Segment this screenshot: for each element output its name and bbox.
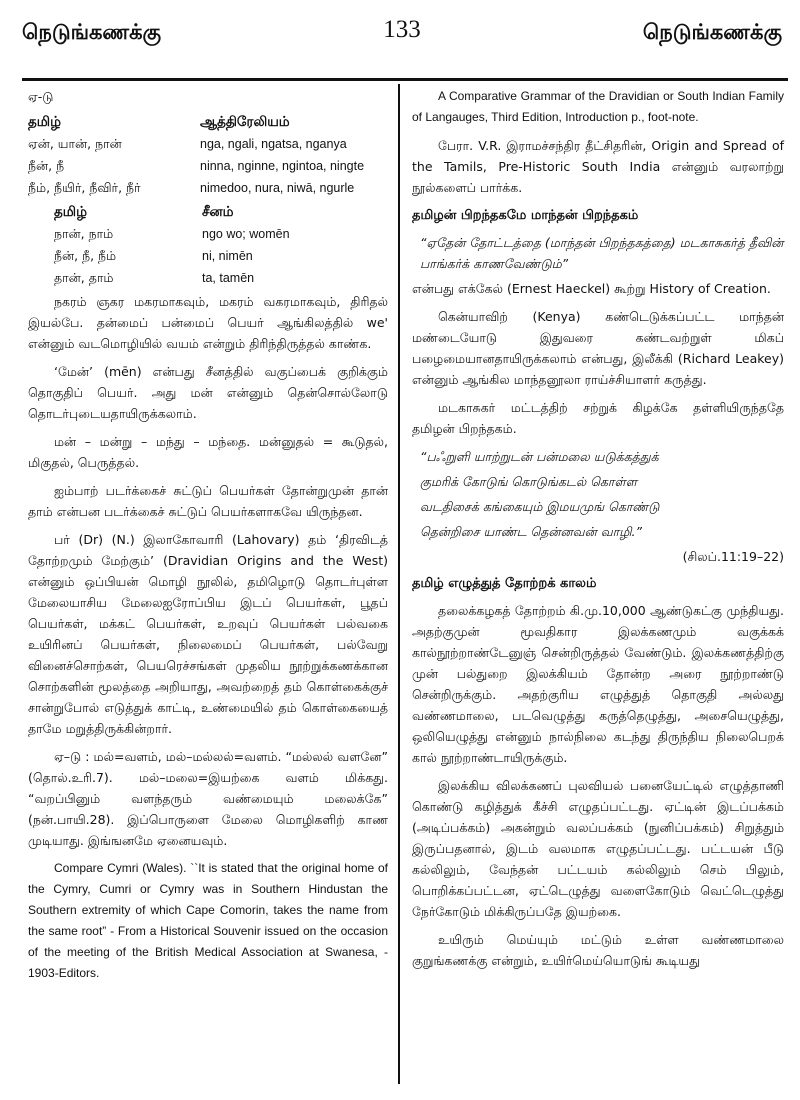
verse-source: (சிலப்.11:19–22) [682,549,784,564]
table-cell-other: nga, ngali, ngatsa, nganya [200,137,347,151]
right-column [412,86,784,978]
table-cell-other: nimedoo, nura, niwā, ngurle [200,181,355,195]
paragraph: மடகாசுகர் மட்டத்திற் சற்றுக் கிழக்கே தள்ளியிருந்ததே தமிழன் பிறந்தகம். [412,400,784,436]
tamil-australian-table [28,111,388,199]
paragraph: இலக்கிய விலக்கணப் புலவியல் பனையேட்டில் எழுத்தாணி கொண்டு கழித்துக் கீச்சி எழுதப்பட்டது. ஏட்டின் இடப்பக்கம் (அடிப்பக்கம்) அகன்றும் வலப்பக்கம் (நுனிப்பக்கம்) சிறுத்தும் இருப்பதனால், இடம் வலமாக எழுதப்பட்டது. பட்டயன் பீடு கல்லிலும், வேந்தன் பட்டயம் கல்லிலும் செம் பிலும், பொறிக்கப்பட்டன, ஏட்டெழுத்து வளைகோடும் வெட்டெழுத்து நேர்கோடும் மிக்கிருப்பதே இயற்கை. [412,778,784,919]
section-heading: தமிழ் எழுத்துத் தோற்றக் காலம் [412,576,597,591]
verse-line: வடதிசைக் கங்கையும் இமயமுங் கொண்டு [420,499,660,514]
table-cell-other: ninna, nginne, ngintoa, ningte [200,159,365,173]
table-cell-tamil: ஏன், யான், நான் [28,136,122,151]
paragraph: ஏ–டு : மல்=வளம், மல்–மல்லல்=வளம். “மல்லல் வளனே” (தொல்.உரி.7). மல்–மலை=இயற்கை வளம் மிக்கது. “வறப்பினும் வளந்தரும் வண்மையும் மலைக்கே” (நன்.பாயி.28). இப்பொருளை மேலை மொழிகளிற் காண முடியாது. இங்ஙனமே ஏனையவும். [28,749,388,848]
table-cell-tamil: நீன், நீ [28,158,65,173]
tamil-chinese-table [28,201,388,289]
header-rule [22,78,788,81]
verse-block [412,446,784,542]
column-divider [398,84,400,1084]
paragraph: மன் – மன்று – மந்து – மந்தை. மன்னுதல் = கூடுதல், மிகுதல், பெருத்தல். [28,434,388,470]
left-column [28,86,388,991]
paragraph: உயிரும் மெய்யும் மட்டும் உள்ள வண்ணமாலை குறுங்கணக்கு என்றும், உயிர்மெய்யொடுங் கூடியது [412,932,784,968]
table-cell-other: ni, nimēn [202,249,253,263]
section-mark: ஏ-டு [28,89,54,104]
page-number: 133 [383,16,421,43]
quotation: “ஏதேன் தோட்டத்தை (மாந்தன் பிறந்தகத்தை) மடகாசுகர்த் தீவின் பாங்கர்க் காணவேண்டும்” [420,235,784,271]
table-header-chinese: சீனம் [202,204,234,220]
section-heading: தமிழன் பிறந்தகமே மாந்தன் பிறந்தகம் [412,208,639,223]
paragraph: பேரா. V.R. இராமச்சந்திர தீட்சிதரின், Origin and Spread of the Tamils, Pre-Historic South India என்னும் வரலாற்று நூல்களைப் பார்க்க. [412,138,784,195]
table-header-tamil: தமிழ் [54,204,87,220]
table-header-australian: ஆத்திரேலியம் [200,114,290,130]
cymri-paragraph: Compare Cymri (Wales). ``It is stated that the original home of the Cymry, Cumri or Cymry was in Southern Hindustan the Southern extremity of which Cape Comorin, takes the name from the same root” - From a Historical Souvenir issued on the occasion of the meeting of the British Medical Association at Swanesa, - 1903-Editors. [28,861,388,980]
table-cell-tamil: நீன், நீ, நீம் [54,248,117,263]
table-header-tamil: தமிழ் [28,114,61,130]
paragraph: என்பது எக்கேல் (Ernest Haeckel) கூற்று History of Creation. [412,281,771,296]
table-cell-tamil: நான், நாம் [54,226,114,241]
table-cell-tamil: தான், தாம் [54,270,114,285]
reference-paragraph: A Comparative Grammar of the Dravidian or South Indian Family of Langauges, Third Edition, Introduction p., foot-note. [412,89,784,124]
paragraph: நகரம் ஞகர மகரமாகவும், மகரம் வகரமாகவும், திரிதல் இயல்பே. தன்மைப் பன்மைப் பெயர் ஆங்கிலத்தில் we' என்னும் வடமொழியில் வயம் என்றும் திரிந்திருத்தல் காண்க. [28,294,388,351]
running-title-left: நெடுங்கணக்கு [22,20,162,44]
paragraph: தலைக்கழகத் தோற்றம் கி.மு.10,000 ஆண்டுகட்கு முந்தியது. அதற்குமுன் மூவதிகார இலக்கணமும் வகுக்கக் கால்நூற்றாண்டேனுஞ் சென்றிருத்தல் வேண்டும். இலக்கணத்திற்கு முன் பல்துறை இலக்கியம் தோன்ற அரை நூற்றாண்டு சென்றிருக்கும். அதற்குரிய எழுத்துத் தொகுதி அல்லது வண்ணமாலை, படவெழுத்து கருத்தெழுத்து, அசையெழுத்து, ஒலியெழுத்து என்னும் நால்நிலை கடந்து திருந்திய நிலைபெறக் கால் நூற்றாண்டாயிருக்கும். [412,603,784,765]
table-cell-other: ta, tamēn [202,271,255,285]
page-header [22,14,782,54]
running-title-right: நெடுங்கணக்கு [642,20,782,44]
paragraph: ஐம்பாற் படர்க்கைச் சுட்டுப் பெயர்கள் தோன்றுமுன் தான் தாம் என்பன படர்க்கைச் சுட்டுப் பெயர்களாகவே யிருந்தன. [28,483,388,519]
paragraph: ‘மேன்’ (mēn) என்பது சீனத்தில் வகுப்பைக் குறிக்கும் தொகுதிப் பெயர். அது மன் என்னும் தென்சொல்லோடு தொடர்புடையதாயிருக்கலாம். [28,364,388,421]
table-cell-tamil: நீம், நீயிர், நீவிர், நீர் [28,180,141,195]
verse-line: “பஃறுளி யாற்றுடன் பன்மலை யடுக்கத்துக் [420,449,659,464]
paragraph: பர் (Dr) (N.) இலாகோவாரி (Lahovary) தம் ‘திரவிடத் தோற்றமும் மேற்கும்’ (Dravidian Origins and the West) என்னும் ஒப்பியன் மொழி நூலில், தமிழொடு தொடர்புள்ள மேலையாசிய மேலைஐரோப்பிய இடப் பெயர்கள், பூதப் பெயர்கள், மக்கட் பெயர்கள், உறவுப் பெயர்கள் பல்வகை உயிரினப் பெயர்கள், நிலைமைப் பெயர்கள், பல்வேறு வினைச்சொற்கள், பெயரெச்சங்கள் முதலிய நூற்றுக்கணக்கான சொற்களின் மூலத்தை அறியாது, அவற்றைத் தம் கொள்கைக்குச் சான்றுபோல் எடுத்துக் காட்டி, உண்மையில் தம் கொள்கையைத் தாமே மறுத்திருக்கின்றார். [28,532,388,736]
paragraph: கென்யாவிற் (Kenya) கண்டெடுக்கப்பட்ட மாந்தன் மண்டையோடு இதுவரை கண்டவற்றுள் மிகப் பழைமையானதாயிருக்கலாம் என்பது, இலீக்கி (Richard Leakey) என்னும் ஆங்கில மாந்தனூலா ராய்ச்சியாளர் கருத்து. [412,309,784,387]
verse-line: தென்றிசை யாண்ட தென்னவன் வாழி.” [420,524,642,539]
verse-line: குமரிக் கோடுங் கொடுங்கடல் கொள்ள [420,474,638,489]
table-cell-other: ngo wo; womēn [202,227,290,241]
